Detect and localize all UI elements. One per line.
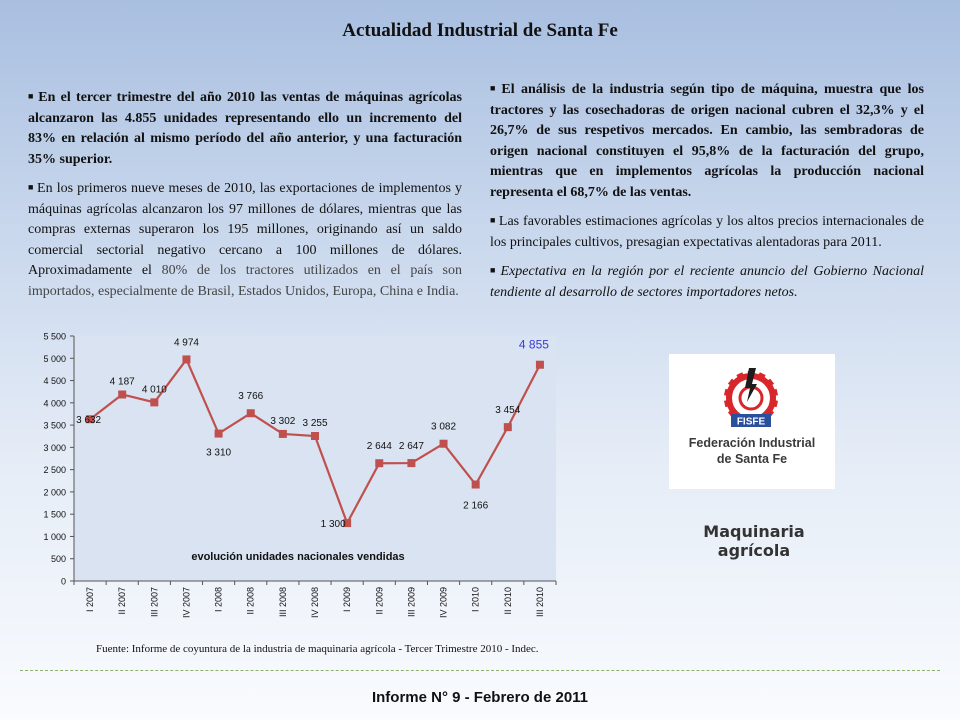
right-paragraph-1-text: El análisis de la industria según tipo de máquina, muestra que los tractores y las cosechadoras de origen nacional cubren el 32,3% y el 26,7% de sus respetivos mercados. En cambio, las sembradoras de origen nacional constituyen el 95,8% de la facturación del grupo, mientras que en implementos agrícolas la producción nacional representa el 68,7% de las ventas. xyxy=(490,82,924,200)
square-bullet-icon: ■ xyxy=(490,83,499,93)
square-bullet-icon: ■ xyxy=(490,215,496,225)
data-value-label: 3 255 xyxy=(302,418,328,430)
data-value-label: 3 310 xyxy=(206,447,232,459)
data-point-marker xyxy=(472,481,480,489)
data-point-marker xyxy=(440,440,448,448)
data-value-label: 3 454 xyxy=(495,405,521,417)
lightning-bolt-icon xyxy=(745,368,757,402)
x-tick-label: II 2008 xyxy=(245,587,256,615)
data-value-label: 4 855 xyxy=(518,337,549,352)
x-tick-label: IV 2008 xyxy=(310,587,320,619)
square-bullet-icon: ■ xyxy=(490,265,498,275)
data-point-marker xyxy=(182,355,190,363)
chart-title: evolución unidades nacionales vendidas xyxy=(191,551,405,563)
x-tick-label: III 2007 xyxy=(149,587,160,618)
footer-report-info: Informe N° 9 - Febrero de 2011 xyxy=(371,689,589,706)
right-paragraph-3-text: Expectativa en la región por el reciente anuncio del Gobierno Nacional tendiente al desarrollo de sectores importadores netos. xyxy=(490,264,924,300)
y-tick-label: 0 xyxy=(60,576,66,587)
x-tick-label: I 2007 xyxy=(85,587,96,613)
x-tick-label: I 2008 xyxy=(213,587,224,613)
y-tick-label: 1 000 xyxy=(43,531,66,542)
x-tick-label: III 2009 xyxy=(406,587,417,618)
fisfe-logo-graphic xyxy=(669,354,835,489)
y-tick-label: 500 xyxy=(50,554,66,565)
y-tick-label: 3 500 xyxy=(43,420,66,431)
x-tick-label: I 2010 xyxy=(470,587,481,613)
page-title: Actualidad Industrial de Santa Fe xyxy=(342,20,618,41)
left-paragraph-2-text: En los primeros nueve meses de 2010, las exportaciones de implementos y máquinas agrícolas alcanzaron los 97 millones de dólares, mientras que las compras externas superaron los 195 millones, originando así un saldo comercial sectorial negativo cercano a 100 millones de dólares. Aproximadamente el xyxy=(28,181,462,278)
plot-area xyxy=(74,336,556,581)
y-tick-label: 4 000 xyxy=(43,398,66,409)
data-point-marker xyxy=(150,398,158,406)
data-value-label: 4 974 xyxy=(173,337,199,349)
square-bullet-icon: ■ xyxy=(28,182,35,192)
logo-line-2: de Santa Fe xyxy=(716,452,788,466)
data-value-label: 2 647 xyxy=(398,441,424,453)
data-value-label: 4 010 xyxy=(141,384,167,396)
x-tick-label: II 2009 xyxy=(374,587,385,615)
y-tick-label: 5 000 xyxy=(43,353,66,364)
data-value-label: 2 166 xyxy=(463,500,489,512)
left-paragraph-2-tail: 80% de los tractores utilizados en el país son importados, especialmente de Brasil, Estados Unidos, Europa, China e India. xyxy=(28,263,462,299)
data-value-label: 3 766 xyxy=(238,391,264,403)
logo-caption: Maquinaria agrícola xyxy=(703,522,805,560)
left-paragraph-1-text: En el tercer trimestre del año 2010 las ventas de máquinas agrícolas alcanzaron las 4.855 unidades representando ello un incremento del 83% en relación al mismo período del año anterior, y una facturación 35% superior. xyxy=(28,90,462,167)
x-tick-label: III 2010 xyxy=(534,587,545,618)
logo-line-1: Federación Industrial xyxy=(688,436,816,450)
y-tick-label: 4 500 xyxy=(43,376,66,387)
data-point-marker xyxy=(247,409,255,417)
y-tick-label: 2 500 xyxy=(43,465,66,476)
x-tick-label: II 2007 xyxy=(117,587,128,615)
y-tick-label: 1 500 xyxy=(43,509,66,520)
data-point-marker xyxy=(407,459,415,467)
x-tick-label: I 2009 xyxy=(342,587,353,613)
data-point-marker xyxy=(118,390,126,398)
data-value-label: 4 187 xyxy=(109,376,135,388)
data-value-label: 3 302 xyxy=(270,415,296,427)
y-tick-label: 3 000 xyxy=(43,442,66,453)
data-point-marker xyxy=(215,430,223,438)
fisfe-logo xyxy=(669,354,835,489)
right-paragraph-2-text: Las favorables estimaciones agrícolas y los altos precios internacionales de los principales cultivos, presagian expectativas alentadoras para 2011. xyxy=(490,214,924,250)
x-tick-label: III 2008 xyxy=(277,587,288,618)
footer-divider xyxy=(20,670,940,671)
source-note: Fuente: Informe de coyuntura de la industria de maquinaria agrícola - Tercer Trimestre 2010 - Indec. xyxy=(96,643,539,655)
y-tick-label: 2 000 xyxy=(43,487,66,498)
fisfe-badge-text: FISFE xyxy=(736,416,766,428)
square-bullet-icon: ■ xyxy=(28,91,36,101)
y-tick-label: 5 500 xyxy=(43,331,66,342)
data-point-marker xyxy=(279,430,287,438)
data-point-marker xyxy=(536,361,544,369)
data-point-marker xyxy=(311,432,319,440)
x-tick-label: II 2010 xyxy=(502,587,513,615)
data-value-label: 3 632 xyxy=(76,415,102,427)
x-tick-label: IV 2009 xyxy=(438,587,449,619)
data-value-label: 3 082 xyxy=(431,421,457,433)
data-point-marker xyxy=(375,459,383,467)
data-value-label: 1 300 xyxy=(320,519,346,531)
data-point-marker xyxy=(504,423,512,431)
x-tick-label: IV 2007 xyxy=(181,587,192,619)
data-value-label: 2 644 xyxy=(366,441,392,453)
